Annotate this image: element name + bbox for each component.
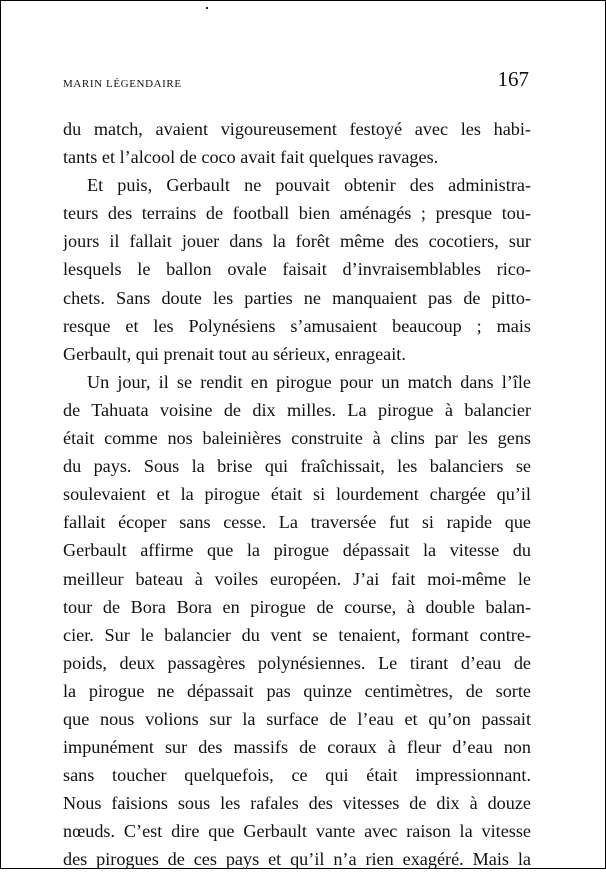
text-line: sans toucher quelquefois, ce qui était impressionnant. (63, 765, 531, 786)
text-line: la pirogue ne dépassait pas quinze centimètres, de sorte (63, 680, 531, 701)
text-line: Un jour, il se rendit en pirogue pour un match dans l’île (87, 371, 531, 392)
text-line: fallait écoper sans cesse. La traversée fut si rapide que (63, 512, 531, 533)
text-line: teurs des terrains de football bien aménagés ; presque tou- (63, 203, 531, 224)
text-line: Nous faisions sous les rafales des vitesses de dix à douze (63, 793, 531, 814)
text-line: tour de Bora Bora en pirogue de course, à double balan- (63, 596, 531, 617)
text-line: tants et l’alcool de coco avait fait quelques ravages. (63, 147, 439, 168)
text-line: nœuds. C’est dire que Gerbault vante avec raison la vitesse (63, 821, 531, 842)
text-line: Et puis, Gerbault ne pouvait obtenir des administra- (87, 175, 531, 196)
page-number: 167 (497, 67, 529, 91)
text-line: meilleur bateau à voiles européen. J’ai fait moi-même le (63, 568, 531, 589)
text-line: du pays. Sous la brise qui fraîchissait, les balanciers se (63, 456, 531, 477)
text-line: poids, deux passagères polynésiennes. Le tirant d’eau de (63, 652, 531, 673)
text-line: jours il fallait jouer dans la forêt même des cocotiers, sur (63, 231, 531, 252)
running-title: marin légendaire (63, 75, 182, 91)
text-line: du match, avaient vigoureusement festoyé avec les habi- (63, 119, 531, 139)
text-line: lesquels le ballon ovale faisait d’invraisemblables rico- (63, 259, 531, 280)
text-line: Gerbault, qui prenait tout au sérieux, enrageait. (63, 343, 406, 364)
text-line: des pirogues de ces pays et qu’il n’a rien exagéré. Mais la (63, 849, 531, 870)
text-line: impunément sur des massifs de coraux à fleur d’eau non (63, 737, 531, 758)
text-line: chets. Sans doute les parties ne manquaient pas de pitto- (63, 287, 531, 308)
text-line: de Tahuata voisine de dix milles. La pirogue à balancier (63, 399, 531, 420)
text-line: soulevaient et la pirogue était si lourdement chargée qu’il (63, 484, 531, 505)
scan-speck (206, 7, 208, 9)
body-text (63, 115, 531, 874)
text-line: que nous volions sur la surface de l’eau et qu’on passait (63, 708, 531, 729)
text-line: était comme nos baleinières construite à clins par les gens (63, 428, 531, 449)
text-line: cier. Sur le balancier du vent se tenaient, formant contre- (63, 624, 531, 645)
text-line: resque et les Polynésiens s’amusaient beaucoup ; mais (63, 315, 531, 336)
text-line: Gerbault affirme que la pirogue dépassait la vitesse du (63, 540, 531, 561)
running-head (63, 67, 529, 97)
